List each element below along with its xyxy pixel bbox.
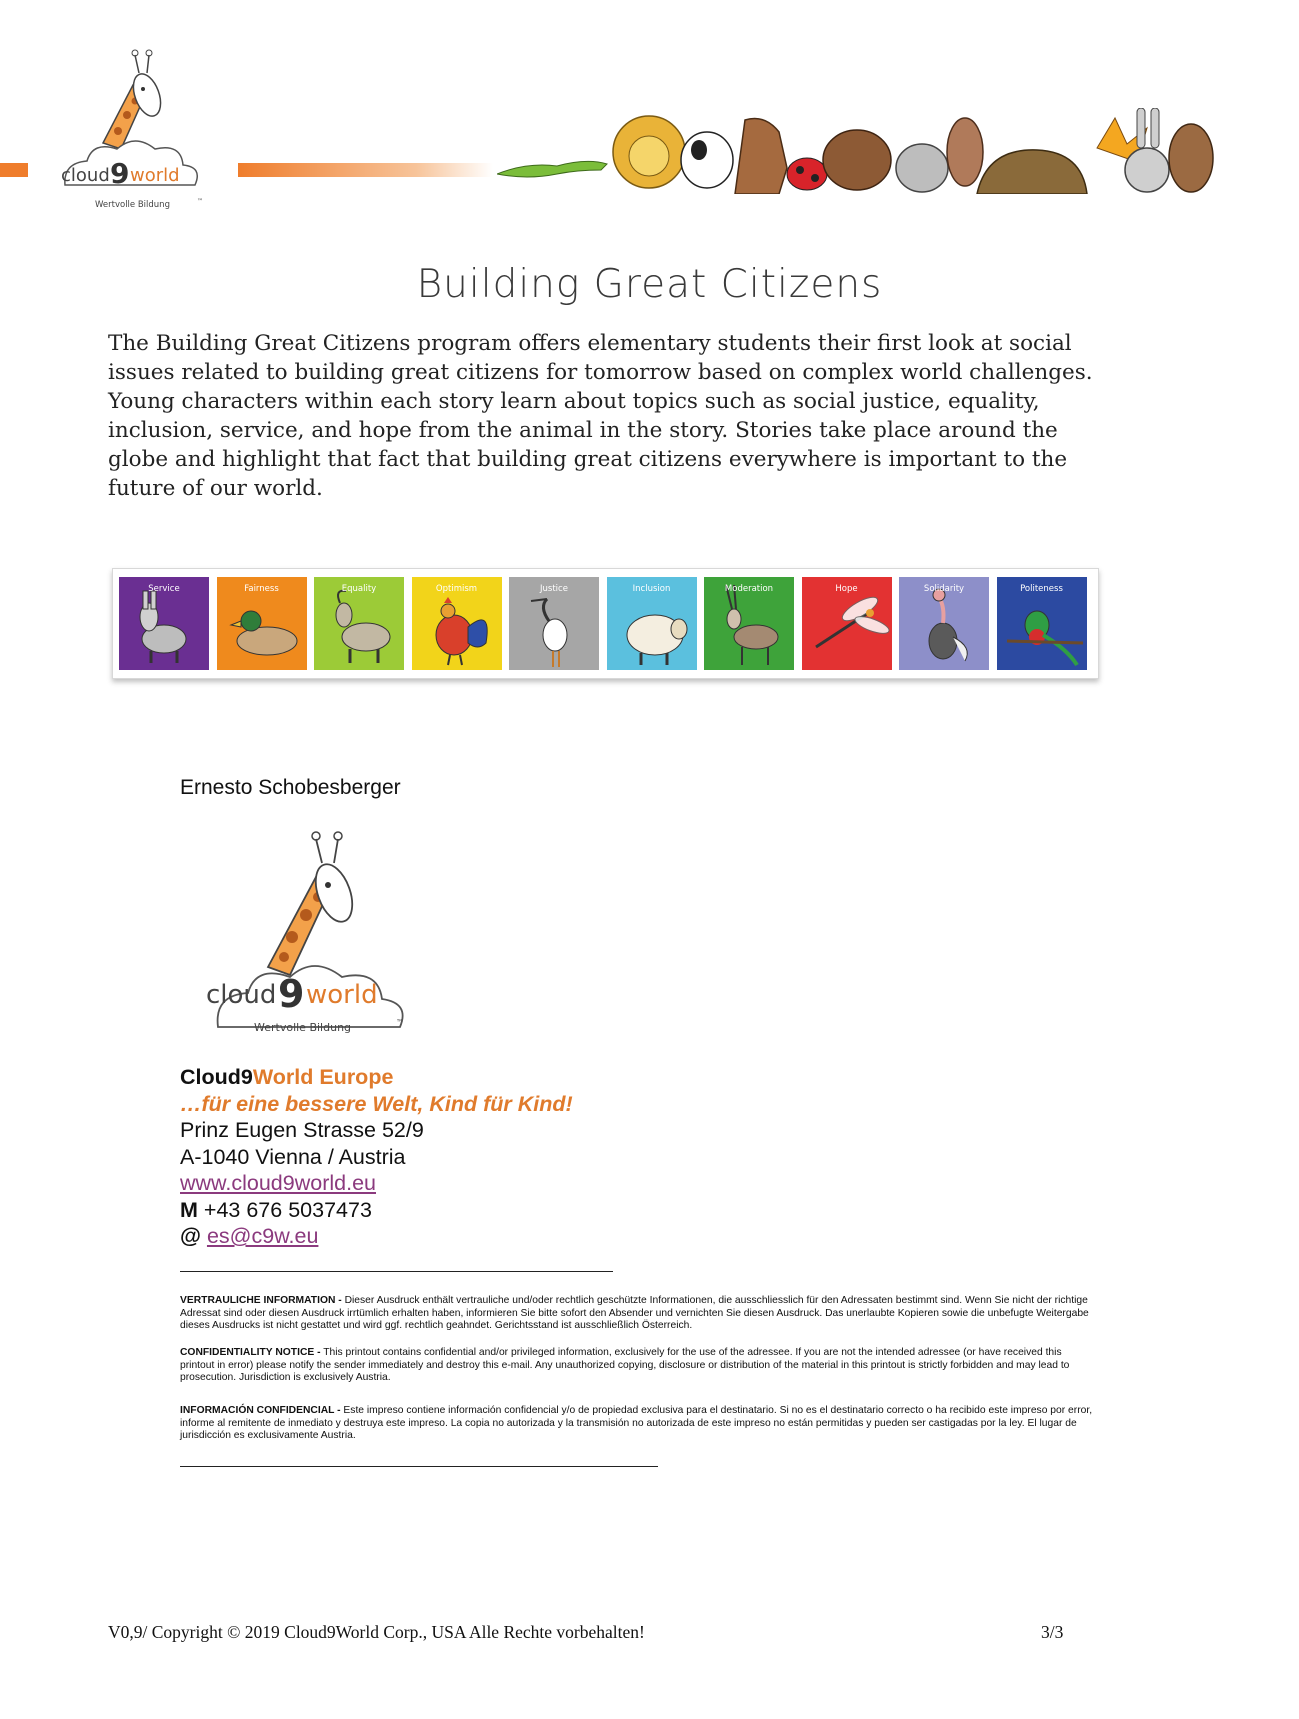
page-title: Building Great Citizens <box>416 262 883 307</box>
horse-icon <box>735 119 787 195</box>
svg-text:™: ™ <box>197 198 203 205</box>
divider-bottom <box>180 1466 658 1467</box>
svg-text:cloud: cloud <box>206 980 277 1010</box>
tortoise-icon <box>977 150 1087 194</box>
address-city: A-1040 Vienna / Austria <box>180 1144 406 1169</box>
giraffe-cloud-logo-icon <box>206 827 436 1042</box>
intro-paragraph: The Building Great Citizens program offers elementary students their first look at social issues related to building great citizens for tomorrow based on complex world challenges. Young characters within each story learn about topics such as social justice, equality, inclusion, service, and hope from the animal in the story. Stories take place around the globe and highlight that fact that building great citizens everywhere is important to the future of our world. <box>108 331 1093 501</box>
organization-name: Cloud9World Europe <box>180 1065 394 1089</box>
footer-page-number: 3/3 <box>1041 1622 1064 1642</box>
bear-icon <box>823 130 891 190</box>
value-label: Moderation <box>724 584 774 594</box>
divider-top <box>180 1271 613 1272</box>
values-strip <box>112 568 1099 679</box>
svg-text:cloud: cloud <box>61 165 110 186</box>
value-tile-inclusion <box>607 577 697 670</box>
notice-english: CONFIDENTIALITY NOTICE - This printout contains confidential and/or privileged information, exclusively for the use of the adressee. If you are not the intended adressee (or have received this printout in error) please notify the sender immediately and destroy this e-mail. Any unauthorized copying, disclosure or distribution of the material in this printout is strictly forbidden and may lead to prosecution. Jurisdiction is exclusively Austria. <box>180 1347 1070 1384</box>
value-label: Service <box>148 584 180 594</box>
value-tile-optimism <box>412 577 502 670</box>
contact-block <box>180 1064 573 1250</box>
footer-copyright: V0,9/ Copyright © 2019 Cloud9World Corp., USA Alle Rechte vorbehalten! <box>108 1622 645 1642</box>
value-label: Solidarity <box>923 584 965 594</box>
email-line: @ es@c9w.eu <box>180 1224 319 1248</box>
address-street: Prinz Eugen Strasse 52/9 <box>180 1118 424 1142</box>
cow-icon <box>681 132 733 188</box>
header-accent-bar <box>0 163 28 177</box>
value-tile-fairness <box>217 577 307 670</box>
email-link[interactable]: es@c9w.eu <box>206 1224 319 1248</box>
website-link[interactable]: www.cloud9world.eu <box>180 1171 376 1195</box>
value-label: Politeness <box>1020 584 1063 594</box>
value-tile-equality <box>314 577 404 670</box>
slogan: …für eine bessere Welt, Kind für Kind! <box>180 1091 573 1116</box>
svg-text:Wertvolle Bildung: Wertvolle Bildung <box>95 200 170 210</box>
notice-german: VERTRAULICHE INFORMATION - Dieser Ausdruck enthält vertrauliche und/oder rechtlich geschützte Informationen, die ausschliesslich für den Adressaten bestimmt sind. Wenn Sie nicht der richtige Adressat sind oder diesen Ausdruck irrtümlich erhalten haben, informieren Sie bitte sofort den Absender und vernichten Sie diesen Ausdruck. Das unerlaubte Kopieren sowie die unbefugte Weitergabe dieses Ausdrucks ist nicht gestattet und wird ggf. rechtlich geahndet. Gerichtsstand ist ausschließlich Österreich. <box>180 1295 1089 1332</box>
value-label: Hope <box>835 584 858 594</box>
animal-banner <box>497 108 1217 194</box>
value-tile-moderation <box>704 577 794 670</box>
value-label: Fairness <box>244 584 279 594</box>
svg-text:™: ™ <box>396 1018 404 1027</box>
svg-text:world: world <box>306 980 378 1010</box>
value-label: Equality <box>341 584 377 594</box>
svg-text:9: 9 <box>110 157 130 190</box>
dog-icon <box>896 144 948 192</box>
giraffe-cloud-logo-icon <box>55 45 215 215</box>
svg-text:world: world <box>130 165 180 186</box>
mouse-icon <box>947 118 983 186</box>
cloud9world-logo <box>55 45 215 215</box>
lizard-icon <box>497 161 607 177</box>
header-gradient-bar <box>238 163 493 177</box>
value-tile-service <box>119 577 209 670</box>
signature-logo <box>206 827 436 1042</box>
value-label: Inclusion <box>632 584 671 594</box>
beaver-icon <box>1169 124 1213 192</box>
lion-icon <box>613 116 685 188</box>
value-tile-politeness <box>997 577 1087 670</box>
svg-text:9: 9 <box>278 972 305 1016</box>
notice-spanish: INFORMACIÓN CONFIDENCIAL - Este impreso contiene información confidencial y/o de propiedad exclusiva para el destinatario. Si no es el destinatario correcto o ha recibido este impreso por error, informe al remitente de inmediato y destruya este impreso. La copia no autorizada y la transmisión no autorizada de este impreso no están permitidas y pueden ser castigadas por la ley. El lugar de jurisdicción es exclusivamente Austria. <box>180 1405 1093 1442</box>
signature-name: Ernesto Schobesberger <box>180 776 401 799</box>
value-tile-hope <box>802 577 892 670</box>
svg-text:Wertvolle Bildung: Wertvolle Bildung <box>254 1021 352 1034</box>
value-tile-justice <box>509 577 599 670</box>
value-tile-solidarity <box>899 577 989 670</box>
phone-line: M +43 676 5037473 <box>180 1197 372 1222</box>
ladybug-icon <box>787 158 827 190</box>
value-label: Justice <box>540 584 568 594</box>
value-label: Optimism <box>435 584 478 594</box>
